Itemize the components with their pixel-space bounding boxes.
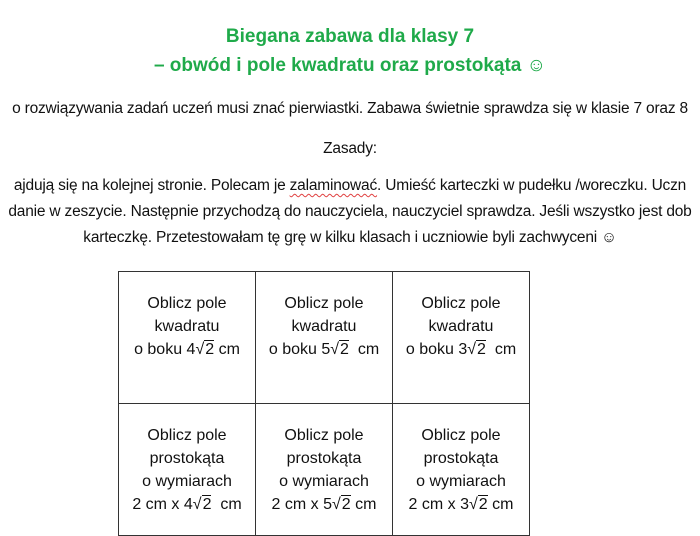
task-card — [393, 272, 530, 404]
card-line: Oblicz pole — [421, 426, 501, 444]
card-line: prostokąta — [423, 449, 499, 467]
task-card — [393, 404, 530, 536]
misspelled-word[interactable]: zalaminować — [289, 177, 378, 194]
card-line: 2 cm x 3√2 cm — [408, 495, 514, 513]
task-cards-table — [118, 271, 530, 536]
rules-text: ajdują się na kolejnej stronie. Polecam je — [13, 177, 290, 194]
card-line: prostokąta — [149, 449, 225, 467]
card-line: o boku 4√2 cm — [134, 340, 240, 358]
rules-text: . Umieść karteczki w pudełku /woreczku. Uczn — [377, 177, 687, 194]
card-line: o wymiarach — [142, 472, 232, 490]
card-line: Oblicz pole — [421, 294, 501, 312]
document-subtitle: – obwód i pole kwadratu oraz prostokąta ☺ — [153, 55, 547, 76]
task-card — [256, 272, 393, 404]
card-line: kwadratu — [154, 317, 220, 335]
table-row — [119, 404, 530, 536]
card-line: o boku 5√2 cm — [268, 340, 380, 358]
rules-line-2: danie w zeszycie. Następnie przychodzą do nauczyciela, nauczyciel sprawdza. Jeśli wszystko jest dob — [8, 203, 692, 220]
document-title: Biegana zabawa dla klasy 7 — [225, 26, 475, 47]
card-line: prostokąta — [286, 449, 362, 467]
card-line: Oblicz pole — [284, 426, 364, 444]
card-line: 2 cm x 4√2 cm — [132, 495, 242, 513]
task-card — [256, 404, 393, 536]
task-card — [119, 404, 256, 536]
task-card — [119, 272, 256, 404]
card-line: 2 cm x 5√2 cm — [271, 495, 377, 513]
card-line: Oblicz pole — [147, 426, 227, 444]
card-line: kwadratu — [291, 317, 357, 335]
rules-line-3: karteczkę. Przetestowałam tę grę w kilku klasach i uczniowie byli zachwyceni ☺ — [83, 229, 617, 246]
card-line: o wymiarach — [416, 472, 506, 490]
rules-line-1 — [0, 177, 700, 195]
intro-text: o rozwiązywania zadań uczeń musi znać pierwiastki. Zabawa świetnie sprawdza się w klasie 7 oraz 8 — [12, 100, 688, 117]
table-row — [119, 272, 530, 404]
card-line: o wymiarach — [279, 472, 369, 490]
card-line: Oblicz pole — [147, 294, 227, 312]
card-line: o boku 3√2 cm — [405, 340, 517, 358]
rules-heading: Zasady: — [323, 140, 377, 157]
card-line: kwadratu — [428, 317, 494, 335]
card-line: Oblicz pole — [284, 294, 364, 312]
